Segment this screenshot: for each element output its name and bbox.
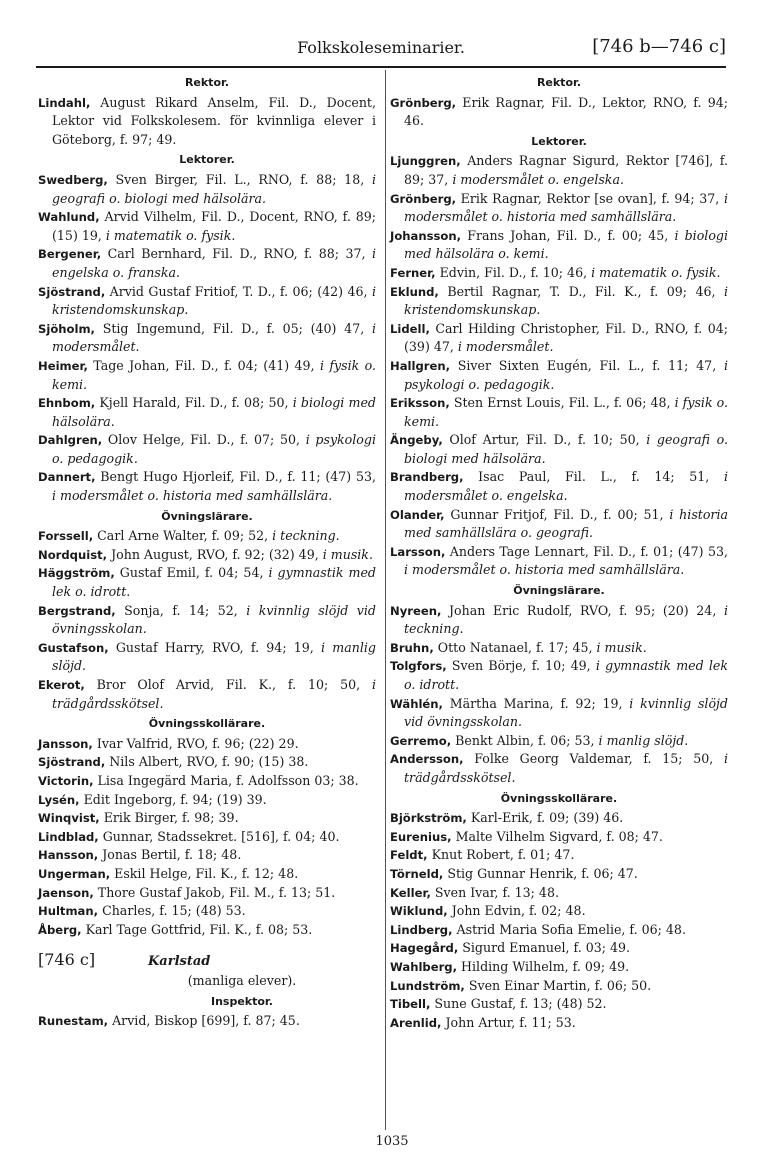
staff-entry bbox=[38, 208, 376, 245]
staff-subject: i modersmålet o. engelska. bbox=[452, 171, 624, 187]
staff-surname: Nordquist, bbox=[38, 547, 108, 562]
staff-details: Erik Ragnar, Fil. D., Lektor, RNO, f. 94; 46. bbox=[404, 94, 728, 129]
staff-surname: Winqvist, bbox=[38, 811, 100, 826]
staff-details: Otto Natanael, f. 17; 45, bbox=[437, 639, 593, 655]
staff-subject: i geografi o. biologi med hälsolära. bbox=[404, 432, 728, 466]
staff-subject: i trädgårdsskötsel. bbox=[52, 677, 376, 711]
section-heading: Lektorer. bbox=[179, 153, 235, 167]
staff-entry bbox=[390, 958, 728, 977]
staff-details: Erik Birger, f. 98; 39. bbox=[103, 810, 239, 826]
staff-surname: Hultman, bbox=[38, 904, 99, 919]
staff-details: Sven Börje, f. 10; 49, bbox=[451, 658, 591, 674]
staff-details: Carl Arne Walter, f. 09; 52, bbox=[97, 528, 269, 544]
staff-entry bbox=[390, 902, 728, 921]
column-divider bbox=[385, 70, 386, 1130]
staff-surname: Gerremo, bbox=[390, 733, 452, 748]
staff-details: Anders Tage Lennart, Fil. D., f. 01; (47) 53, bbox=[449, 543, 728, 559]
staff-details: Ivar Valfrid, RVO, f. 96; (22) 29. bbox=[96, 735, 299, 751]
staff-entry bbox=[38, 171, 376, 208]
staff-entry bbox=[390, 995, 728, 1014]
staff-entry bbox=[38, 884, 376, 903]
staff-entry bbox=[390, 543, 728, 580]
staff-details: Stig Ingemund, Fil. D., f. 05; (40) 47, bbox=[102, 320, 365, 336]
staff-details: Bertil Ragnar, T. D., Fil. K., f. 09; 46, bbox=[447, 283, 716, 299]
staff-surname: Andersson, bbox=[390, 752, 464, 767]
staff-subject: i musik. bbox=[596, 639, 647, 655]
staff-subject: i biologi med hälsolära. bbox=[52, 395, 376, 429]
page-title: Folkskoleseminarier. bbox=[297, 38, 465, 57]
staff-surname: Forssell, bbox=[38, 529, 94, 544]
staff-subject: i trädgårdsskötsel. bbox=[404, 751, 728, 785]
staff-subject: i fysik o. kemi. bbox=[404, 395, 728, 429]
staff-details: Gunnar Fritjof, Fil. D., f. 00; 51, bbox=[450, 506, 664, 522]
staff-details: Gustaf Emil, f. 04; 54, bbox=[119, 565, 264, 581]
staff-surname: Larsson, bbox=[390, 544, 446, 559]
staff-details: August Rikard Anselm, Fil. D., Docent, Lektor vid Folkskolesem. för kvinnliga elever i Göteborg, f. 97; 49. bbox=[52, 94, 376, 147]
staff-details: Sigurd Emanuel, f. 03; 49. bbox=[462, 940, 631, 956]
staff-subject: i gymnastik med lek o. idrott. bbox=[52, 565, 376, 600]
staff-details: Hilding Wilhelm, f. 09; 49. bbox=[461, 958, 630, 974]
staff-subject: i manlig slöjd. bbox=[598, 732, 689, 748]
page-reference: [746 b—746 c] bbox=[592, 36, 726, 57]
staff-entry bbox=[38, 602, 376, 639]
staff-details: Carl Bernhard, Fil. D., RNO, f. 88; 37, bbox=[107, 246, 366, 262]
staff-details: Bror Olof Arvid, Fil. K., f. 10; 50, bbox=[96, 677, 361, 692]
staff-entry bbox=[38, 1012, 376, 1031]
staff-details: Eskil Helge, Fil. K., f. 12; 48. bbox=[114, 865, 299, 881]
karlstad-heading bbox=[38, 951, 376, 972]
staff-surname: Lindberg, bbox=[390, 922, 453, 937]
staff-entry bbox=[38, 772, 376, 791]
staff-subject: i modersmålet o. historia med samhällslära. bbox=[404, 562, 685, 578]
staff-subject: i matematik o. fysik. bbox=[105, 227, 236, 243]
staff-surname: Lidell, bbox=[390, 321, 430, 336]
staff-entry bbox=[38, 828, 376, 847]
staff-surname: Wahlund, bbox=[38, 210, 100, 225]
staff-subject: i modersmålet. bbox=[52, 320, 376, 355]
staff-surname: Victorin, bbox=[38, 773, 94, 788]
staff-subject: i gymnastik med lek o. idrott. bbox=[404, 658, 728, 692]
staff-entry bbox=[390, 695, 728, 732]
staff-surname: Eklund, bbox=[390, 284, 439, 299]
staff-surname: Grönberg, bbox=[390, 191, 457, 206]
staff-surname: Häggström, bbox=[38, 566, 115, 581]
staff-surname: Heimer, bbox=[38, 358, 88, 373]
staff-surname: Bergener, bbox=[38, 247, 102, 262]
staff-surname: Swedberg, bbox=[38, 172, 108, 187]
staff-surname: Eurenius, bbox=[390, 829, 452, 844]
staff-entry bbox=[390, 750, 728, 787]
staff-surname: Lundström, bbox=[390, 978, 465, 993]
staff-surname: Hagegård, bbox=[390, 941, 459, 956]
page-header bbox=[36, 36, 726, 62]
staff-surname: Jaenson, bbox=[38, 885, 94, 900]
staff-entry bbox=[38, 735, 376, 754]
staff-entry bbox=[390, 227, 728, 264]
staff-surname: Björkström, bbox=[390, 811, 467, 826]
staff-entry bbox=[390, 846, 728, 865]
staff-entry bbox=[390, 431, 728, 468]
staff-details: Astrid Maria Sofia Emelie, f. 06; 48. bbox=[456, 921, 686, 937]
staff-surname: Sjöstrand, bbox=[38, 284, 106, 299]
staff-entry bbox=[390, 865, 728, 884]
staff-entry bbox=[38, 791, 376, 810]
staff-entry bbox=[38, 357, 376, 394]
staff-entry bbox=[38, 245, 376, 282]
section-heading: Övningsskollärare. bbox=[500, 791, 618, 805]
staff-details: Märtha Marina, f. 92; 19, bbox=[449, 695, 623, 711]
staff-entry bbox=[390, 921, 728, 940]
staff-details: Sten Ernst Louis, Fil. L., f. 06; 48, bbox=[453, 395, 671, 411]
staff-entry bbox=[38, 283, 376, 320]
staff-surname: Gustafson, bbox=[38, 640, 109, 655]
staff-surname: Åberg, bbox=[38, 922, 82, 937]
staff-surname: Dannert, bbox=[38, 470, 96, 485]
staff-entry bbox=[390, 939, 728, 958]
section-heading: Övningslärare. bbox=[513, 584, 605, 598]
staff-details: Kjell Harald, Fil. D., f. 08; 50, bbox=[99, 395, 289, 411]
staff-surname: Bruhn, bbox=[390, 640, 434, 655]
staff-details: Sune Gustaf, f. 13; (48) 52. bbox=[434, 996, 607, 1012]
staff-details: Charles, f. 15; (48) 53. bbox=[102, 903, 246, 919]
staff-surname: Hansson, bbox=[38, 848, 99, 863]
staff-details: Olof Artur, Fil. D., f. 10; 50, bbox=[449, 432, 640, 448]
staff-details: Sven Einar Martin, f. 06; 50. bbox=[468, 977, 652, 993]
staff-surname: Arenlid, bbox=[390, 1015, 442, 1030]
staff-details: John August, RVO, f. 92; (32) 49, bbox=[111, 546, 319, 562]
staff-entry bbox=[390, 732, 728, 751]
staff-surname: Lindahl, bbox=[38, 95, 91, 110]
staff-subject: i teckning. bbox=[404, 602, 728, 637]
staff-details: Sonja, f. 14; 52, bbox=[124, 602, 238, 618]
staff-surname: Bergstrand, bbox=[38, 603, 116, 618]
staff-surname: Sjöstrand, bbox=[38, 755, 106, 770]
staff-entry bbox=[390, 809, 728, 828]
section-heading: Inspektor. bbox=[211, 994, 273, 1008]
staff-surname: Johansson, bbox=[390, 228, 462, 243]
staff-details: Arvid Vilhelm, Fil. D., Docent, RNO, f. 89; (15) 19, bbox=[52, 209, 376, 243]
staff-surname: Keller, bbox=[390, 885, 431, 900]
staff-details: Sven Birger, Fil. L., RNO, f. 88; 18, bbox=[115, 171, 365, 187]
staff-details: Erik Ragnar, Rektor [se ovan], f. 94; 37, bbox=[460, 190, 720, 206]
staff-subject: i kristendomskunskap. bbox=[404, 283, 728, 318]
staff-entry bbox=[38, 676, 376, 713]
staff-entry bbox=[38, 527, 376, 546]
staff-surname: Brandberg, bbox=[390, 470, 464, 485]
karlstad-block bbox=[38, 951, 376, 1030]
staff-details: Frans Johan, Fil. D., f. 00; 45, bbox=[467, 227, 669, 243]
staff-subject: i modersmålet o. engelska. bbox=[404, 469, 728, 504]
staff-subject: i manlig slöjd. bbox=[52, 639, 376, 674]
staff-details: Stig Gunnar Henrik, f. 06; 47. bbox=[447, 865, 638, 881]
staff-surname: Tibell, bbox=[390, 997, 431, 1012]
staff-surname: Eriksson, bbox=[390, 396, 450, 411]
staff-details: Carl Hilding Christopher, Fil. D., RNO, f. 04; (39) 47, bbox=[404, 320, 728, 355]
staff-subject: i kristendomskunskap. bbox=[52, 283, 376, 318]
karlstad-place: Karlstad bbox=[148, 954, 211, 970]
section-heading: Övningslärare. bbox=[161, 509, 253, 523]
staff-entry bbox=[38, 639, 376, 676]
staff-surname: Runestam, bbox=[38, 1014, 109, 1029]
staff-subject: i fysik o. kemi. bbox=[52, 357, 376, 392]
staff-details: Karl-Erik, f. 09; (39) 46. bbox=[470, 810, 624, 826]
staff-details: Isac Paul, Fil. L., f. 14; 51, bbox=[478, 469, 710, 485]
page-number: 1035 bbox=[375, 1134, 409, 1149]
section-heading: Rektor. bbox=[536, 76, 582, 89]
staff-details: Sven Ivar, f. 13; 48. bbox=[434, 884, 559, 900]
staff-surname: Lysén, bbox=[38, 792, 80, 807]
staff-entry bbox=[38, 431, 376, 468]
staff-entry bbox=[390, 320, 728, 357]
staff-surname: Törneld, bbox=[390, 866, 444, 881]
staff-surname: Ferner, bbox=[390, 265, 436, 280]
staff-entry bbox=[390, 639, 728, 658]
staff-surname: Lindblad, bbox=[38, 829, 99, 844]
staff-surname: Jansson, bbox=[38, 736, 93, 751]
staff-subject: i modersmålet o. historia med samhällslära. bbox=[52, 488, 333, 504]
staff-entry bbox=[390, 506, 728, 543]
staff-subject: i psykologi o. pedagogik. bbox=[52, 432, 376, 466]
staff-details: Anders Ragnar Sigurd, Rektor [746], f. 89; 37, bbox=[404, 153, 728, 187]
staff-details: Malte Vilhelm Sigvard, f. 08; 47. bbox=[455, 828, 663, 844]
staff-subject: i engelska o. franska. bbox=[52, 246, 376, 280]
staff-details: Arvid Gustaf Fritiof, T. D., f. 06; (42) 46, bbox=[109, 283, 368, 299]
staff-entry bbox=[390, 357, 728, 394]
staff-surname: Nyreen, bbox=[390, 603, 442, 618]
staff-entry bbox=[38, 320, 376, 357]
staff-surname: Ungerman, bbox=[38, 866, 111, 881]
staff-entry bbox=[38, 809, 376, 828]
staff-surname: Tolgfors, bbox=[390, 659, 447, 674]
staff-subject: i modersmålet. bbox=[457, 339, 554, 355]
staff-subject: i kvinnlig slöjd vid övningsskolan. bbox=[52, 602, 376, 637]
staff-details: Edvin, Fil. D., f. 10; 46, bbox=[439, 264, 588, 280]
staff-entry bbox=[390, 283, 728, 320]
staff-surname: Ehnbom, bbox=[38, 396, 96, 411]
staff-entry bbox=[390, 1014, 728, 1033]
staff-surname: Hallgren, bbox=[390, 358, 451, 373]
karlstad-subtitle: (manliga elever). bbox=[187, 972, 297, 988]
staff-subject: i historia med samhällslära o. geografi. bbox=[404, 506, 728, 541]
staff-entry bbox=[38, 865, 376, 884]
staff-subject: i musik. bbox=[322, 546, 373, 562]
staff-entry bbox=[390, 977, 728, 996]
right-column bbox=[390, 72, 728, 1032]
karlstad-code: [746 c] bbox=[38, 950, 96, 970]
staff-details: John Edvin, f. 02; 48. bbox=[451, 903, 586, 919]
section-heading: Övningsskollärare. bbox=[148, 717, 266, 731]
staff-surname: Wählén, bbox=[390, 696, 443, 711]
staff-details: Edit Ingeborg, f. 94; (19) 39. bbox=[83, 791, 267, 807]
section-heading: Lektorer. bbox=[531, 134, 587, 148]
staff-details: Gustaf Harry, RVO, f. 94; 19, bbox=[115, 639, 314, 655]
staff-entry bbox=[38, 753, 376, 772]
staff-details: Lisa Ingegärd Maria, f. Adolfsson 03; 38. bbox=[97, 772, 359, 788]
staff-subject: i psykologi o. pedagogik. bbox=[404, 357, 728, 392]
staff-entry bbox=[390, 828, 728, 847]
staff-entry bbox=[38, 921, 376, 940]
staff-details: Tage Johan, Fil. D., f. 04; (41) 49, bbox=[93, 357, 315, 373]
staff-entry bbox=[390, 468, 728, 505]
staff-entry bbox=[390, 394, 728, 431]
staff-entry bbox=[390, 884, 728, 903]
staff-subject: i matematik o. fysik. bbox=[591, 264, 721, 280]
section-heading: Rektor. bbox=[184, 76, 230, 89]
staff-details: Karl Tage Gottfrid, Fil. K., f. 08; 53. bbox=[85, 921, 313, 937]
staff-details: Arvid, Biskop [699], f. 87; 45. bbox=[112, 1013, 300, 1029]
staff-surname: Sjöholm, bbox=[38, 321, 95, 336]
staff-surname: Olander, bbox=[390, 507, 445, 522]
staff-details: Jonas Bertil, f. 18; 48. bbox=[102, 847, 242, 863]
staff-entry bbox=[38, 546, 376, 565]
staff-entry bbox=[390, 152, 728, 189]
staff-details: Johan Eric Rudolf, RVO, f. 95; (20) 24, bbox=[449, 602, 717, 618]
staff-details: Gunnar, Stadssekret. [516], f. 04; 40. bbox=[102, 828, 340, 844]
staff-entry bbox=[390, 190, 728, 227]
left-column bbox=[38, 72, 376, 1031]
staff-subject: i biologi med hälsolära o. kemi. bbox=[404, 227, 728, 262]
staff-subject: i teckning. bbox=[272, 528, 340, 544]
staff-surname: Wiklund, bbox=[390, 904, 448, 919]
staff-surname: Wahlberg, bbox=[390, 959, 458, 974]
staff-entry bbox=[38, 564, 376, 601]
staff-entry bbox=[38, 468, 376, 505]
staff-entry bbox=[390, 264, 728, 283]
staff-entry bbox=[38, 846, 376, 865]
staff-entry bbox=[390, 657, 728, 694]
staff-details: Bengt Hugo Hjorleif, Fil. D., f. 11; (47) 53, bbox=[100, 469, 376, 485]
staff-entry bbox=[38, 394, 376, 431]
staff-surname: Ekerot, bbox=[38, 678, 85, 692]
staff-surname: Ljunggren, bbox=[390, 154, 461, 169]
staff-details: Knut Robert, f. 01; 47. bbox=[431, 847, 575, 863]
staff-subject: i geografi o. biologi med hälsolära. bbox=[52, 171, 376, 206]
staff-details: John Artur, f. 11; 53. bbox=[445, 1014, 576, 1030]
staff-surname: Feldt, bbox=[390, 848, 428, 863]
staff-details: Thore Gustaf Jakob, Fil. M., f. 13; 51. bbox=[97, 884, 336, 900]
staff-subject: i kvinnlig slöjd vid övningsskolan. bbox=[404, 695, 728, 730]
staff-surname: Dahlgren, bbox=[38, 433, 103, 448]
staff-details: Siver Sixten Eugén, Fil. L., f. 11; 47, bbox=[457, 357, 717, 373]
staff-entry bbox=[390, 94, 728, 131]
staff-entry bbox=[390, 602, 728, 639]
staff-entry bbox=[38, 902, 376, 921]
staff-entry bbox=[38, 94, 376, 150]
header-rule bbox=[36, 66, 726, 68]
staff-subject: i modersmålet o. historia med samhällslära. bbox=[404, 190, 728, 225]
staff-details: Nils Albert, RVO, f. 90; (15) 38. bbox=[109, 754, 309, 770]
staff-surname: Ängeby, bbox=[390, 433, 443, 448]
staff-details: Olov Helge, Fil. D., f. 07; 50, bbox=[107, 432, 301, 448]
staff-details: Benkt Albin, f. 06; 53, bbox=[455, 732, 595, 748]
staff-details: Folke Georg Valdemar, f. 15; 50, bbox=[474, 751, 714, 767]
staff-surname: Grönberg, bbox=[390, 95, 457, 110]
